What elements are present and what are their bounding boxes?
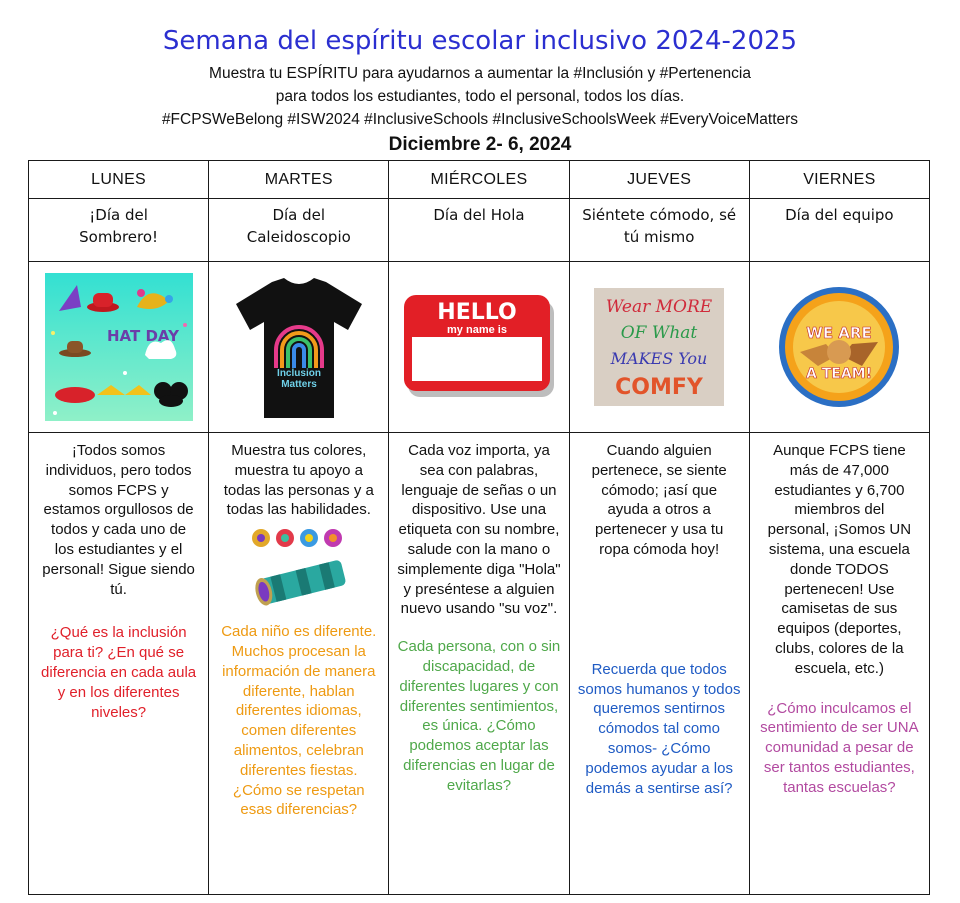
day-header-jueves: JUEVES xyxy=(569,161,749,199)
day-header-lunes: LUNES xyxy=(29,161,209,199)
image-cell-miercoles xyxy=(389,262,569,433)
svg-text:OF What: OF What xyxy=(620,323,698,343)
svg-text:Wear MORE: Wear MORE xyxy=(605,297,713,317)
mouse-ears-icon xyxy=(159,395,183,407)
image-cell-viernes xyxy=(749,262,929,433)
question-miercoles: Cada persona, con o sin discapacidad, de diferentes lugares y con diferentes sentimientos, es única. ¿Cómo podemos aceptar las diferencias en lugar de evitarlas? xyxy=(397,638,561,794)
theme-name-miercoles: Día del Hola xyxy=(389,199,569,262)
question-jueves: Recuerda que todos somos humanos y todos queremos sentirnos cómodos tal como somos- ¿Cómo podemos ayudar a los demás a sentirse así? xyxy=(577,660,741,797)
date-range: Diciembre 2- 6, 2024 xyxy=(388,134,572,155)
page-title: Semana del espíritu escolar inclusivo 2024-2025 xyxy=(162,26,798,56)
description-lunes: ¡Todos somos individuos, pero todos somos FCPS y estamos orgullosos de todos y cada uno de los estudiantes y el personal! Sigue siendo tú. ¿Qué es la inclusión para ti? ¿En qué se diferencia en cada aula y en los diferentes niveles? xyxy=(29,433,209,895)
svg-text:MAKES You: MAKES You xyxy=(610,349,708,368)
image-row xyxy=(29,262,930,433)
svg-text:HAT DAY: HAT DAY xyxy=(106,327,179,345)
svg-text:Inclusion: Inclusion xyxy=(276,368,321,379)
theme-name-jueves: Siéntete cómodo, sé tú mismo xyxy=(569,199,749,262)
subtitle-line-2: para todos los estudiantes, todo el personal, todos los días. xyxy=(275,88,685,105)
image-cell-jueves xyxy=(569,262,749,433)
svg-text:WE ARE: WE ARE xyxy=(806,324,873,342)
svg-text:A TEAM!: A TEAM! xyxy=(806,366,873,382)
day-header-martes: MARTES xyxy=(209,161,389,199)
cap-icon xyxy=(55,387,95,403)
theme-name-lunes: ¡Día del Sombrero! xyxy=(29,199,209,262)
description-miercoles: Cada voz importa, ya sea con palabras, lenguaje de señas o un dispositivo. Use una etiqueta con su nombre, salude con la mano o simplemente diga "Hola" y preséntese a alguien nuevo usando "su voz". Cada persona, con o sin discapacidad, de diferentes lugares y con diferentes sentimientos, es única. ¿Cómo podemos aceptar las diferencias en lugar de evitarlas? xyxy=(389,433,569,895)
schedule-table xyxy=(28,160,930,895)
subtitle-line-1: Muestra tu ESPÍRITU para ayudarnos a aumentar la #Inclusión y #Pertenencia xyxy=(209,65,751,82)
svg-text:COMFY: COMFY xyxy=(615,375,704,400)
description-viernes: Aunque FCPS tiene más de 47,000 estudiantes y 6,700 miembros del personal, ¡Somos UN sistema, una escuela donde TODOS pertenecen! Use camisetas de sus equipos (deportes, clubs, colores de la escuela, etc.) ¿Cómo inculcamos el sentimiento de ser UNA comunidad a pesar de ser tantos estudiantes, tantas escuelas? xyxy=(749,433,929,895)
day-header-row xyxy=(29,161,930,199)
svg-text:my name is: my name is xyxy=(447,324,507,336)
description-row xyxy=(29,433,930,895)
question-lunes: ¿Qué es la inclusión para ti? ¿En qué se diferencia en cada aula y en los diferentes niveles? xyxy=(41,624,197,721)
day-header-viernes: VIERNES xyxy=(749,161,929,199)
handshake-icon xyxy=(827,340,851,364)
team-badge-image xyxy=(778,286,900,408)
hat-day-image xyxy=(45,273,193,421)
kaleidoscope-image xyxy=(239,528,359,612)
image-cell-martes xyxy=(209,262,389,433)
day-header-miercoles: MIÉRCOLES xyxy=(389,161,569,199)
description-martes: Muestra tus colores, muestra tu apoyo a todas las personas y a todas las habilidades. Cada niño es diferente. Muchos procesan la información de manera diferente, hablan diferentes idiomas, comen diferentes alimentos, celebran diferentes fiestas. ¿Cómo se respetan esas diferencias? xyxy=(209,433,389,895)
svg-text:HELLO: HELLO xyxy=(437,300,517,325)
question-martes: Cada niño es diferente. Muchos procesan la información de manera diferente, hablan diferentes idiomas, comen diferentes alimentos, celebran diferentes fiestas. ¿Cómo se respetan esas diferencias? xyxy=(221,623,377,819)
comfy-sign-image xyxy=(594,288,724,406)
image-cell-lunes xyxy=(29,262,209,433)
theme-name-row xyxy=(29,199,930,262)
hashtags: #FCPSWeBelong #ISW2024 #InclusiveSchools #InclusiveSchoolsWeek #EveryVoiceMatters xyxy=(161,111,799,128)
svg-text:Matters: Matters xyxy=(280,379,317,390)
theme-name-martes: Día del Caleidoscopio xyxy=(209,199,389,262)
description-jueves: Cuando alguien pertenece, se siente cómodo; ¡así que ayuda a otros a pertenecer y usa tu ropa cómoda hoy! Recuerda que todos somos humanos y todos queremos sentirnos cómodos tal como somos- ¿Cómo podemos ayudar a los demás a sentirse así? xyxy=(569,433,749,895)
question-viernes: ¿Cómo inculcamos el sentimiento de ser UNA comunidad a pesar de ser tantos estudiantes, tantas escuelas? xyxy=(760,699,919,796)
hello-name-tag-image xyxy=(404,295,554,399)
theme-name-viernes: Día del equipo xyxy=(749,199,929,262)
inclusion-tshirt-image xyxy=(224,272,374,422)
